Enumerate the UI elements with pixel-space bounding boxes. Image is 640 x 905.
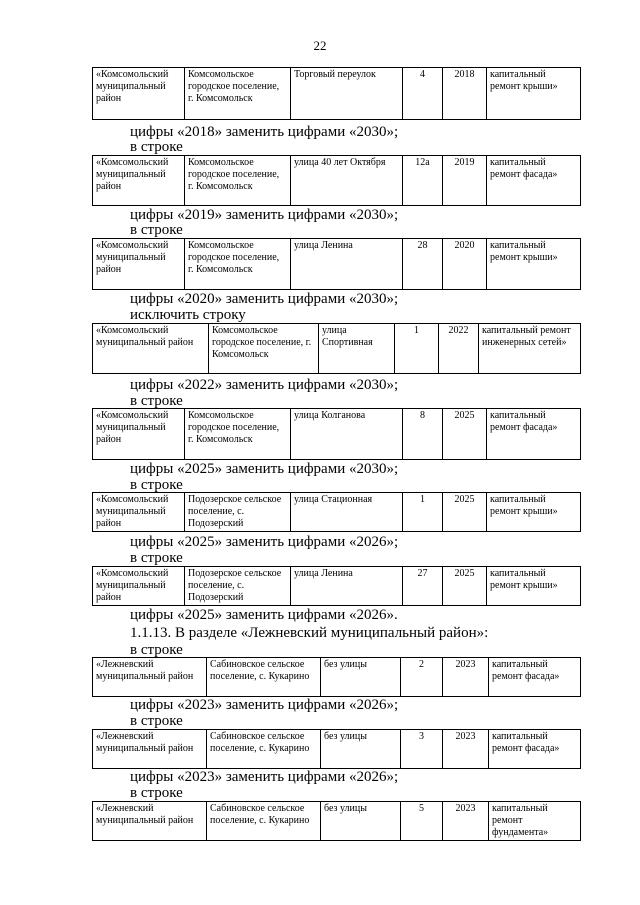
district-cell: «Комсомольский муниципальный район xyxy=(93,567,185,606)
section-heading: 1.1.13. В разделе «Лежневский муниципальный район»: xyxy=(130,625,489,641)
settlement-cell: Комсомольское городское поселение, г. Комсомольск xyxy=(209,324,319,374)
table-row xyxy=(93,156,581,206)
district-cell: «Комсомольский муниципальный район xyxy=(93,324,209,374)
instruction-line: в строке xyxy=(130,550,183,566)
record-table-6 xyxy=(92,492,581,532)
street-cell: улица Спортивная xyxy=(319,324,395,374)
instruction-line: цифры «2025» заменить цифрами «2026»; xyxy=(130,534,399,550)
instruction-line: в строке xyxy=(130,477,183,493)
street-cell: улица Стационная xyxy=(291,493,403,532)
instruction-line: в строке xyxy=(130,139,183,155)
settlement-cell: Подозерское сельское поселение, с. Подозерский xyxy=(185,493,291,532)
record-table-10 xyxy=(92,801,581,841)
street-cell: улица 40 лет Октября xyxy=(291,156,403,206)
instruction-line: в строке xyxy=(130,713,183,729)
district-cell: «Лежневский муниципальный район xyxy=(93,730,207,769)
work-cell: капитальный ремонт крыши» xyxy=(487,239,581,290)
street-cell: улица Колганова xyxy=(291,409,403,460)
instruction-line: цифры «2023» заменить цифрами «2026»; xyxy=(130,769,399,785)
instruction-line: в строке xyxy=(130,393,183,409)
street-cell: улица Ленина xyxy=(291,567,403,606)
work-cell: капитальный ремонт фасада» xyxy=(489,730,581,769)
table-row xyxy=(93,68,581,120)
house-cell: 1 xyxy=(395,324,439,374)
work-cell: капитальный ремонт фундамента» xyxy=(489,802,581,841)
house-cell: 28 xyxy=(403,239,443,290)
settlement-cell: Подозерское сельское поселение, с. Подозерский xyxy=(185,567,291,606)
street-cell: без улицы xyxy=(321,730,401,769)
table-row xyxy=(93,493,581,532)
record-table-2 xyxy=(92,155,581,206)
house-cell: 27 xyxy=(403,567,443,606)
table-row xyxy=(93,324,581,374)
house-cell: 12а xyxy=(403,156,443,206)
district-cell: «Комсомольский муниципальный район xyxy=(93,156,185,206)
instruction-line: в строке xyxy=(130,785,183,801)
year-cell: 2022 xyxy=(439,324,479,374)
year-cell: 2023 xyxy=(443,802,489,841)
work-cell: капитальный ремонт фасада» xyxy=(489,658,581,697)
work-cell: капитальный ремонт крыши» xyxy=(487,68,581,120)
district-cell: «Лежневский муниципальный район xyxy=(93,658,207,697)
house-cell: 8 xyxy=(403,409,443,460)
instruction-line: исключить строку xyxy=(130,307,246,323)
street-cell: Торговый переулок xyxy=(291,68,403,120)
settlement-cell: Сабиновское сельское поселение, с. Кукарино xyxy=(207,658,321,697)
work-cell: капитальный ремонт фасада» xyxy=(487,409,581,460)
instruction-line: в строке xyxy=(130,642,183,658)
work-cell: капитальный ремонт крыши» xyxy=(487,567,581,606)
year-cell: 2025 xyxy=(443,409,487,460)
record-table-9 xyxy=(92,729,581,769)
year-cell: 2020 xyxy=(443,239,487,290)
street-cell: без улицы xyxy=(321,802,401,841)
house-cell: 4 xyxy=(403,68,443,120)
table-row xyxy=(93,409,581,460)
district-cell: «Комсомольский муниципальный район xyxy=(93,239,185,290)
instruction-line: цифры «2019» заменить цифрами «2030»; xyxy=(130,207,399,223)
record-table-7 xyxy=(92,566,581,606)
street-cell: улица Ленина xyxy=(291,239,403,290)
record-table-3 xyxy=(92,238,581,290)
table-row xyxy=(93,658,581,697)
work-cell: капитальный ремонт фасада» xyxy=(487,156,581,206)
year-cell: 2018 xyxy=(443,68,487,120)
settlement-cell: Сабиновское сельское поселение, с. Кукарино xyxy=(207,730,321,769)
table-row xyxy=(93,802,581,841)
record-table-1 xyxy=(92,67,581,120)
settlement-cell: Сабиновское сельское поселение, с. Кукарино xyxy=(207,802,321,841)
year-cell: 2025 xyxy=(443,493,487,532)
instruction-line: цифры «2025» заменить цифрами «2026». xyxy=(130,607,398,623)
settlement-cell: Комсомольское городское поселение, г. Комсомольск xyxy=(185,68,291,120)
settlement-cell: Комсомольское городское поселение, г. Комсомольск xyxy=(185,239,291,290)
record-table-5 xyxy=(92,408,581,460)
work-cell: капитальный ремонт инженерных сетей» xyxy=(479,324,581,374)
instruction-line: цифры «2023» заменить цифрами «2026»; xyxy=(130,697,399,713)
table-row xyxy=(93,730,581,769)
instruction-line: цифры «2018» заменить цифрами «2030»; xyxy=(130,124,399,140)
instruction-line: цифры «2022» заменить цифрами «2030»; xyxy=(130,377,399,393)
year-cell: 2023 xyxy=(443,658,489,697)
year-cell: 2025 xyxy=(443,567,487,606)
district-cell: «Комсомольский муниципальный район xyxy=(93,68,185,120)
record-table-8 xyxy=(92,657,581,697)
district-cell: «Комсомольский муниципальный район xyxy=(93,493,185,532)
district-cell: «Лежневский муниципальный район xyxy=(93,802,207,841)
table-row xyxy=(93,567,581,606)
year-cell: 2019 xyxy=(443,156,487,206)
settlement-cell: Комсомольское городское поселение, г. Комсомольск xyxy=(185,409,291,460)
house-cell: 2 xyxy=(401,658,443,697)
house-cell: 1 xyxy=(403,493,443,532)
district-cell: «Комсомольский муниципальный район xyxy=(93,409,185,460)
house-cell: 3 xyxy=(401,730,443,769)
year-cell: 2023 xyxy=(443,730,489,769)
instruction-line: цифры «2025» заменить цифрами «2030»; xyxy=(130,461,399,477)
street-cell: без улицы xyxy=(321,658,401,697)
work-cell: капитальный ремонт крыши» xyxy=(487,493,581,532)
settlement-cell: Комсомольское городское поселение, г. Комсомольск xyxy=(185,156,291,206)
record-table-4 xyxy=(92,323,581,374)
table-row xyxy=(93,239,581,290)
house-cell: 5 xyxy=(401,802,443,841)
instruction-line: в строке xyxy=(130,222,183,238)
instruction-line: цифры «2020» заменить цифрами «2030»; xyxy=(130,291,399,307)
page-number: 22 xyxy=(313,38,327,53)
